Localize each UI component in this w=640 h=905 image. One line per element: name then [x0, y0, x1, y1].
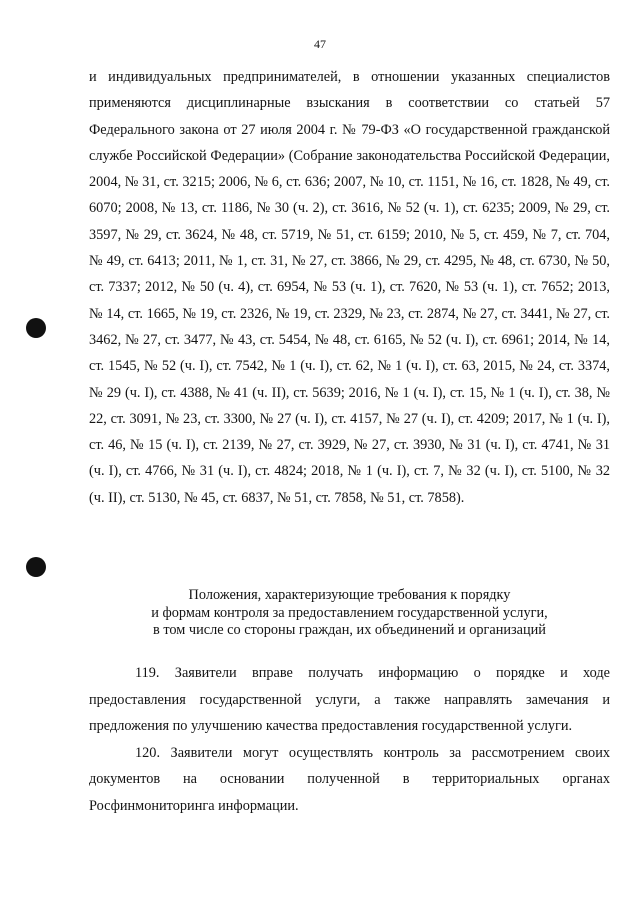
- item-120: 120. Заявители могут осуществлять контроль за рассмотрением своих документов на основании полученной в территориальных органах Росфинмониторинга информации.: [89, 744, 610, 814]
- section-heading-line-3: в том числе со стороны граждан, их объединений и организаций: [153, 622, 546, 639]
- numbered-items: [89, 660, 610, 819]
- item-119: 119. Заявители вправе получать информацию о порядке и ходе предоставления государственной услуги, а также направлять замечания и предложения по улучшению качества предоставления государственной услуги.: [89, 665, 610, 734]
- section-heading: [89, 587, 610, 640]
- body-text: [89, 64, 610, 511]
- section-heading-line-2: и формам контроля за предоставлением государственной услуги,: [151, 604, 548, 621]
- section-heading-line-1: Положения, характеризующие требования к порядку: [188, 587, 511, 603]
- punch-hole-upper: [26, 318, 46, 338]
- punch-hole-lower: [26, 557, 46, 577]
- body-paragraph: и индивидуальных предпринимателей, в отношении указанных специалистов применяются дисциплинарные взыскания в соответствии со статьей 57 Федерального закона от 27 июля 2004 г. № 79-ФЗ «О государственной гражданской службе Российской Федерации» (Собрание законодательства Российской Федерации, 2004, № 31, ст. 3215; 2006, № 6, ст. 636; 2007, № 10, ст. 1151, № 16, ст. 1828, № 49, ст. 6070; 2008, № 13, ст. 1186, № 30 (ч. 2), ст. 3616, № 52 (ч. 1), ст. 6235; 2009, № 29, ст. 3597, № 29, ст. 3624, № 48, ст. 5719, № 51, ст. 6159; 2010, № 5, ст. 459, № 7, ст. 704, № 49, ст. 6413; 2011, № 1, ст. 31, № 27, ст. 3866, № 29, ст. 4295, № 48, ст. 6730, № 50, ст. 7337; 2012, № 50 (ч. 4), ст. 6954, № 53 (ч. 1), ст. 7620, № 53 (ч. 1), ст. 7652; 2013, № 14, ст. 1665, № 19, ст. 2326, № 19, ст. 2329, № 23, ст. 2874, № 27, ст. 3441, № 27, ст. 3462, № 27, ст. 3477, № 43, ст. 5454, № 48, ст. 6165, № 52 (ч. I), ст. 6961; 2014, № 14, ст. 1545, № 52 (ч. I), ст. 7542, № 1 (ч. I), ст. 62, № 1 (ч. I), ст. 63, 2015, № 24, ст. 3374, № 29 (ч. I), ст. 4388, № 41 (ч. II), ст. 5639; 2016, № 1 (ч. I), ст. 15, № 1 (ч. I), ст. 38, № 22, ст. 3091, № 23, ст. 3300, № 27 (ч. I), ст. 4157, № 27 (ч. I), ст. 4209; 2017, № 1 (ч. I), ст. 46, № 15 (ч. I), ст. 2139, № 27, ст. 3929, № 27, ст. 3930, № 31 (ч. I), ст. 4741, № 31 (ч. I), ст. 4766, № 31 (ч. I), ст. 4824; 2018, № 1 (ч. I), ст. 7, № 32 (ч. I), ст. 5100, № 32 (ч. II), ст. 5130, № 45, ст. 6837, № 51, ст. 7858, № 51, ст. 7858).: [89, 69, 610, 506]
- page-number: 47: [314, 37, 326, 51]
